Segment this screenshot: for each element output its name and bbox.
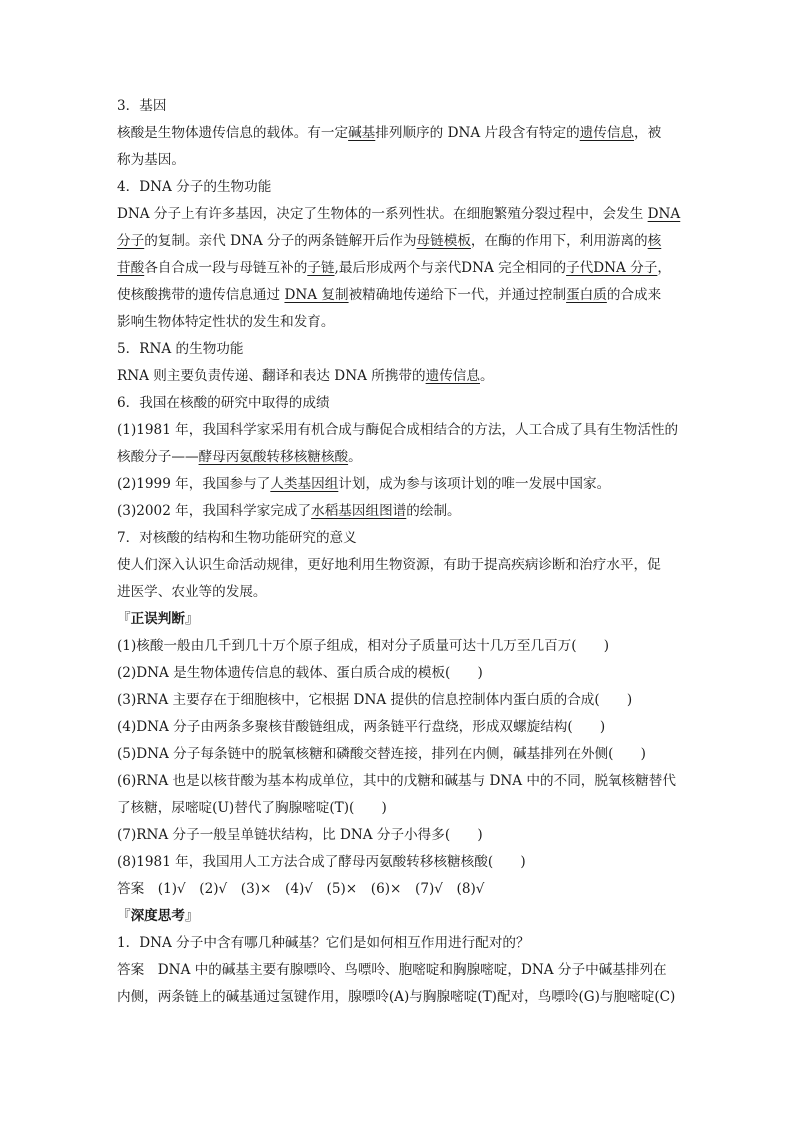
- section-7-paragraph-line: 使人们深入认识生命活动规律，更好地利用生物资源，有助于提高疾病诊断和治疗水平，促: [117, 557, 661, 573]
- key-term: 水稻基因组图谱: [311, 503, 407, 519]
- section-6-item-line: 核酸分子——酵母丙氨酸转移核糖核酸。: [117, 449, 362, 465]
- section-4-paragraph-line: 使核酸携带的遗传信息通过 DNA 复制被精确地传递给下一代，并通过控制蛋白质的合成来: [117, 287, 662, 303]
- key-term: 苷酸: [117, 260, 145, 276]
- key-term: 子代DNA 分子: [566, 260, 658, 276]
- key-term: DNA 复制: [284, 287, 349, 303]
- key-term: 分子: [117, 233, 145, 249]
- thinking-question: 1．DNA 分子中含有哪几种碱基？它们是如何相互作用进行配对的？: [117, 935, 530, 951]
- key-term: 蛋白质: [566, 287, 607, 303]
- section-3-title: 3．基因: [117, 98, 167, 114]
- judgement-heading: 『正误判断』: [117, 611, 199, 627]
- judgement-item: (5)DNA 分子每条链中的脱氧核糖和磷酸交替连接，排列在内侧，碱基排列在外侧( ): [117, 746, 646, 762]
- section-3-paragraph-line: 核酸是生物体遗传信息的载体。有一定碱基排列顺序的 DNA 片段含有特定的遗传信息，被: [117, 125, 662, 141]
- section-4-paragraph-line: DNA 分子上有许多基因，决定了生物体的一系列性状。在细胞繁殖分裂过程中，会发生 DNA: [117, 206, 681, 222]
- section-4-paragraph-line: 分子的复制。亲代 DNA 分子的两条链解开后作为母链模板，在酶的作用下，利用游离的核: [117, 233, 662, 249]
- section-6-item-line: (3)2002 年，我国科学家完成了水稻基因组图谱的绘制。: [117, 503, 461, 519]
- section-6-item-line: (2)1999 年，我国参与了人类基因组计划，成为参与该项计划的唯一发展中国家。: [117, 476, 611, 492]
- judgement-item: (1)核酸一般由几千到几十万个原子组成，相对分子质量可达十几万至几百万( ): [117, 638, 610, 654]
- key-term: 遗传信息: [425, 368, 480, 384]
- section-6-item-line: (1)1981 年，我国科学家采用有机合成与酶促合成相结合的方法，人工合成了具有生物活性的: [117, 422, 679, 438]
- key-term: 人类基因组: [270, 476, 339, 492]
- section-6-title: 6．我国在核酸的研究中取得的成绩: [117, 395, 330, 411]
- section-3-paragraph-line: 称为基因。: [117, 152, 185, 168]
- key-term: 子链: [307, 260, 335, 276]
- key-term: 碱基: [348, 125, 376, 141]
- judgement-item: (6)RNA 也是以核苷酸为基本构成单位，其中的戊糖和碱基与 DNA 中的不同，脱氧核糖替代: [117, 773, 676, 789]
- judgement-item: (4)DNA 分子由两条多聚核苷酸链组成，两条链平行盘绕，形成双螺旋结构( ): [117, 719, 606, 735]
- key-term: 酵母丙氨酸转移核糖核酸: [198, 449, 349, 465]
- thinking-answer-line: 答案 DNA 中的碱基主要有腺嘌呤、鸟嘌呤、胞嘧啶和胸腺嘧啶，DNA 分子中碱基排列在: [117, 962, 667, 978]
- judgement-item: (3)RNA 主要存在于细胞核中，它根据 DNA 提供的信息控制体内蛋白质的合成( ): [117, 692, 633, 708]
- section-5-paragraph-line: RNA 则主要负责传递、翻译和表达 DNA 所携带的遗传信息。: [117, 368, 494, 384]
- key-term: DNA: [647, 206, 681, 222]
- judgement-item: 了核糖，尿嘧啶(U)替代了胸腺嘧啶(T)( ): [117, 800, 387, 816]
- section-7-paragraph-line: 进医学、农业等的发展。: [117, 584, 267, 600]
- judgement-item: (7)RNA 分子一般呈单链状结构，比 DNA 分子小得多( ): [117, 827, 483, 843]
- judgement-answers: 答案 (1)√ (2)√ (3)× (4)√ (5)× (6)× (7)√ (8)√: [117, 881, 485, 897]
- deep-thinking-heading: 『深度思考』: [117, 908, 199, 924]
- key-term: 遗传信息: [579, 125, 635, 141]
- judgement-item: (8)1981 年，我国用人工方法合成了酵母丙氨酸转移核糖核酸( ): [117, 854, 526, 870]
- answer-label: 答案: [117, 881, 145, 897]
- key-term: 母链模板: [416, 233, 471, 249]
- key-term: 核: [647, 233, 662, 249]
- thinking-answer-line: 内侧，两条链上的碱基通过氢键作用，腺嘌呤(A)与胸腺嘧啶(T)配对，鸟嘌呤(G)与胞嘧啶(C): [117, 989, 676, 1005]
- answer-label: 答案: [117, 962, 145, 978]
- section-7-title: 7．对核酸的结构和生物功能研究的意义: [117, 530, 357, 546]
- section-4-paragraph-line: 影响生物体特定性状的发生和发育。: [117, 314, 335, 330]
- document-page: [117, 93, 682, 1011]
- judgement-item: (2)DNA 是生物体遗传信息的载体、蛋白质合成的模板( ): [117, 665, 483, 681]
- section-4-title: 4．DNA 分子的生物功能: [117, 179, 272, 195]
- section-5-title: 5．RNA 的生物功能: [117, 341, 244, 357]
- section-4-paragraph-line: 苷酸各自合成一段与母链互补的子链,最后形成两个与亲代DNA 完全相同的子代DNA 分子，: [117, 260, 671, 276]
